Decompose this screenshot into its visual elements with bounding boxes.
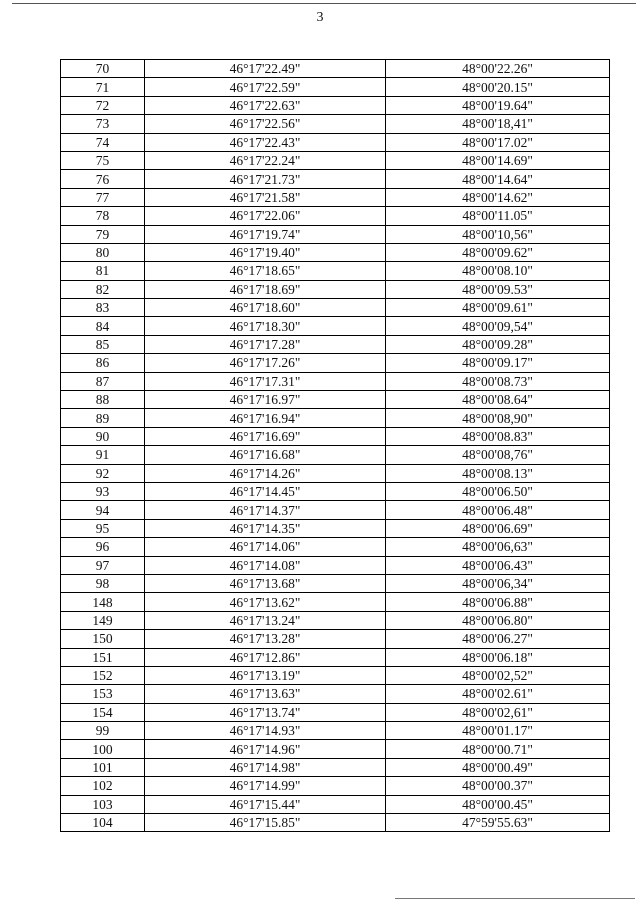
point-number-cell: 81 xyxy=(61,262,145,280)
latitude-cell: 46°17'13.24" xyxy=(145,611,386,629)
table-row xyxy=(61,115,610,133)
latitude-cell: 46°17'14.93" xyxy=(145,722,386,740)
table-row xyxy=(61,648,610,666)
longitude-cell: 48°00'09.28" xyxy=(386,335,610,353)
latitude-cell: 46°17'14.99" xyxy=(145,777,386,795)
latitude-cell: 46°17'17.31" xyxy=(145,372,386,390)
point-number-cell: 152 xyxy=(61,666,145,684)
table-row xyxy=(61,188,610,206)
point-number-cell: 86 xyxy=(61,354,145,372)
table-row xyxy=(61,151,610,169)
longitude-cell: 48°00'11.05" xyxy=(386,207,610,225)
table-row xyxy=(61,78,610,96)
table-row xyxy=(61,538,610,556)
table-row xyxy=(61,446,610,464)
longitude-cell: 48°00'14.62" xyxy=(386,188,610,206)
point-number-cell: 82 xyxy=(61,280,145,298)
bottom-rule xyxy=(395,898,635,899)
point-number-cell: 151 xyxy=(61,648,145,666)
longitude-cell: 48°00'08.73" xyxy=(386,372,610,390)
table-row xyxy=(61,96,610,114)
latitude-cell: 46°17'19.74" xyxy=(145,225,386,243)
latitude-cell: 46°17'14.98" xyxy=(145,758,386,776)
latitude-cell: 46°17'16.94" xyxy=(145,409,386,427)
table-row xyxy=(61,666,610,684)
point-number-cell: 89 xyxy=(61,409,145,427)
longitude-cell: 48°00'09.53" xyxy=(386,280,610,298)
point-number-cell: 100 xyxy=(61,740,145,758)
latitude-cell: 46°17'14.35" xyxy=(145,519,386,537)
latitude-cell: 46°17'22.24" xyxy=(145,151,386,169)
point-number-cell: 102 xyxy=(61,777,145,795)
longitude-cell: 48°00'20.15" xyxy=(386,78,610,96)
latitude-cell: 46°17'13.19" xyxy=(145,666,386,684)
point-number-cell: 103 xyxy=(61,795,145,813)
table-row xyxy=(61,280,610,298)
table-row xyxy=(61,391,610,409)
longitude-cell: 48°00'09.62" xyxy=(386,243,610,261)
latitude-cell: 46°17'14.26" xyxy=(145,464,386,482)
table-row xyxy=(61,427,610,445)
table-row xyxy=(61,519,610,537)
table-row xyxy=(61,685,610,703)
longitude-cell: 48°00'22.26" xyxy=(386,60,610,78)
longitude-cell: 48°00'00.71" xyxy=(386,740,610,758)
latitude-cell: 46°17'13.74" xyxy=(145,703,386,721)
point-number-cell: 85 xyxy=(61,335,145,353)
coordinates-table xyxy=(60,59,610,832)
longitude-cell: 48°00'09.17" xyxy=(386,354,610,372)
point-number-cell: 95 xyxy=(61,519,145,537)
table-row xyxy=(61,207,610,225)
table-row xyxy=(61,556,610,574)
point-number-cell: 104 xyxy=(61,814,145,832)
point-number-cell: 75 xyxy=(61,151,145,169)
longitude-cell: 48°00'02,61" xyxy=(386,703,610,721)
longitude-cell: 48°00'00.37" xyxy=(386,777,610,795)
point-number-cell: 84 xyxy=(61,317,145,335)
table-row xyxy=(61,464,610,482)
point-number-cell: 71 xyxy=(61,78,145,96)
longitude-cell: 48°00'08.83" xyxy=(386,427,610,445)
longitude-cell: 48°00'01.17" xyxy=(386,722,610,740)
point-number-cell: 148 xyxy=(61,593,145,611)
latitude-cell: 46°17'18.30" xyxy=(145,317,386,335)
table-row xyxy=(61,60,610,78)
latitude-cell: 46°17'16.69" xyxy=(145,427,386,445)
longitude-cell: 48°00'10,56" xyxy=(386,225,610,243)
longitude-cell: 48°00'17.02" xyxy=(386,133,610,151)
longitude-cell: 48°00'09,54" xyxy=(386,317,610,335)
latitude-cell: 46°17'13.28" xyxy=(145,630,386,648)
point-number-cell: 70 xyxy=(61,60,145,78)
point-number-cell: 97 xyxy=(61,556,145,574)
table-row xyxy=(61,574,610,592)
point-number-cell: 92 xyxy=(61,464,145,482)
longitude-cell: 48°00'18,41" xyxy=(386,115,610,133)
point-number-cell: 78 xyxy=(61,207,145,225)
table-row xyxy=(61,777,610,795)
latitude-cell: 46°17'22.49" xyxy=(145,60,386,78)
latitude-cell: 46°17'22.56" xyxy=(145,115,386,133)
longitude-cell: 48°00'08,90" xyxy=(386,409,610,427)
longitude-cell: 48°00'14.69" xyxy=(386,151,610,169)
longitude-cell: 48°00'08.64" xyxy=(386,391,610,409)
table-row xyxy=(61,501,610,519)
longitude-cell: 48°00'08.10" xyxy=(386,262,610,280)
point-number-cell: 74 xyxy=(61,133,145,151)
longitude-cell: 48°00'06.27" xyxy=(386,630,610,648)
table-row xyxy=(61,133,610,151)
point-number-cell: 80 xyxy=(61,243,145,261)
point-number-cell: 101 xyxy=(61,758,145,776)
point-number-cell: 149 xyxy=(61,611,145,629)
table-row xyxy=(61,740,610,758)
table-row xyxy=(61,262,610,280)
longitude-cell: 48°00'02.61" xyxy=(386,685,610,703)
table-row xyxy=(61,243,610,261)
point-number-cell: 99 xyxy=(61,722,145,740)
latitude-cell: 46°17'14.08" xyxy=(145,556,386,574)
table-row xyxy=(61,593,610,611)
latitude-cell: 46°17'17.28" xyxy=(145,335,386,353)
table-row xyxy=(61,482,610,500)
table-row xyxy=(61,630,610,648)
longitude-cell: 48°00'06.43" xyxy=(386,556,610,574)
point-number-cell: 153 xyxy=(61,685,145,703)
longitude-cell: 48°00'06.80" xyxy=(386,611,610,629)
table-row xyxy=(61,354,610,372)
latitude-cell: 46°17'12.86" xyxy=(145,648,386,666)
latitude-cell: 46°17'18.69" xyxy=(145,280,386,298)
latitude-cell: 46°17'22.06" xyxy=(145,207,386,225)
point-number-cell: 88 xyxy=(61,391,145,409)
latitude-cell: 46°17'16.97" xyxy=(145,391,386,409)
table-row xyxy=(61,372,610,390)
longitude-cell: 48°00'06.50" xyxy=(386,482,610,500)
table-row xyxy=(61,611,610,629)
latitude-cell: 46°17'18.65" xyxy=(145,262,386,280)
longitude-cell: 47°59'55.63" xyxy=(386,814,610,832)
latitude-cell: 46°17'22.63" xyxy=(145,96,386,114)
longitude-cell: 48°00'06.69" xyxy=(386,519,610,537)
longitude-cell: 48°00'08,76" xyxy=(386,446,610,464)
latitude-cell: 46°17'21.58" xyxy=(145,188,386,206)
longitude-cell: 48°00'06,63" xyxy=(386,538,610,556)
table-row xyxy=(61,814,610,832)
point-number-cell: 87 xyxy=(61,372,145,390)
point-number-cell: 73 xyxy=(61,115,145,133)
point-number-cell: 154 xyxy=(61,703,145,721)
point-number-cell: 150 xyxy=(61,630,145,648)
longitude-cell: 48°00'09.61" xyxy=(386,299,610,317)
latitude-cell: 46°17'17.26" xyxy=(145,354,386,372)
point-number-cell: 93 xyxy=(61,482,145,500)
latitude-cell: 46°17'15.44" xyxy=(145,795,386,813)
table-row xyxy=(61,225,610,243)
longitude-cell: 48°00'00.49" xyxy=(386,758,610,776)
latitude-cell: 46°17'18.60" xyxy=(145,299,386,317)
top-rule xyxy=(12,3,636,4)
table-row xyxy=(61,758,610,776)
longitude-cell: 48°00'06.48" xyxy=(386,501,610,519)
point-number-cell: 77 xyxy=(61,188,145,206)
table-row xyxy=(61,170,610,188)
longitude-cell: 48°00'19.64" xyxy=(386,96,610,114)
point-number-cell: 72 xyxy=(61,96,145,114)
table-row xyxy=(61,722,610,740)
latitude-cell: 46°17'13.68" xyxy=(145,574,386,592)
latitude-cell: 46°17'14.37" xyxy=(145,501,386,519)
longitude-cell: 48°00'08.13" xyxy=(386,464,610,482)
table-row xyxy=(61,317,610,335)
latitude-cell: 46°17'21.73" xyxy=(145,170,386,188)
latitude-cell: 46°17'14.96" xyxy=(145,740,386,758)
point-number-cell: 76 xyxy=(61,170,145,188)
latitude-cell: 46°17'14.06" xyxy=(145,538,386,556)
coordinates-table-body xyxy=(61,60,610,832)
point-number-cell: 98 xyxy=(61,574,145,592)
latitude-cell: 46°17'19.40" xyxy=(145,243,386,261)
point-number-cell: 79 xyxy=(61,225,145,243)
longitude-cell: 48°00'06.88" xyxy=(386,593,610,611)
table-row xyxy=(61,335,610,353)
latitude-cell: 46°17'15.85" xyxy=(145,814,386,832)
longitude-cell: 48°00'06.18" xyxy=(386,648,610,666)
latitude-cell: 46°17'13.62" xyxy=(145,593,386,611)
point-number-cell: 96 xyxy=(61,538,145,556)
table-row xyxy=(61,299,610,317)
page-number: 3 xyxy=(316,10,324,25)
table-row xyxy=(61,795,610,813)
table-row xyxy=(61,409,610,427)
table-row xyxy=(61,703,610,721)
point-number-cell: 90 xyxy=(61,427,145,445)
point-number-cell: 91 xyxy=(61,446,145,464)
longitude-cell: 48°00'06,34" xyxy=(386,574,610,592)
latitude-cell: 46°17'13.63" xyxy=(145,685,386,703)
point-number-cell: 94 xyxy=(61,501,145,519)
point-number-cell: 83 xyxy=(61,299,145,317)
latitude-cell: 46°17'14.45" xyxy=(145,482,386,500)
latitude-cell: 46°17'22.59" xyxy=(145,78,386,96)
latitude-cell: 46°17'16.68" xyxy=(145,446,386,464)
longitude-cell: 48°00'02,52" xyxy=(386,666,610,684)
longitude-cell: 48°00'14.64" xyxy=(386,170,610,188)
latitude-cell: 46°17'22.43" xyxy=(145,133,386,151)
longitude-cell: 48°00'00.45" xyxy=(386,795,610,813)
